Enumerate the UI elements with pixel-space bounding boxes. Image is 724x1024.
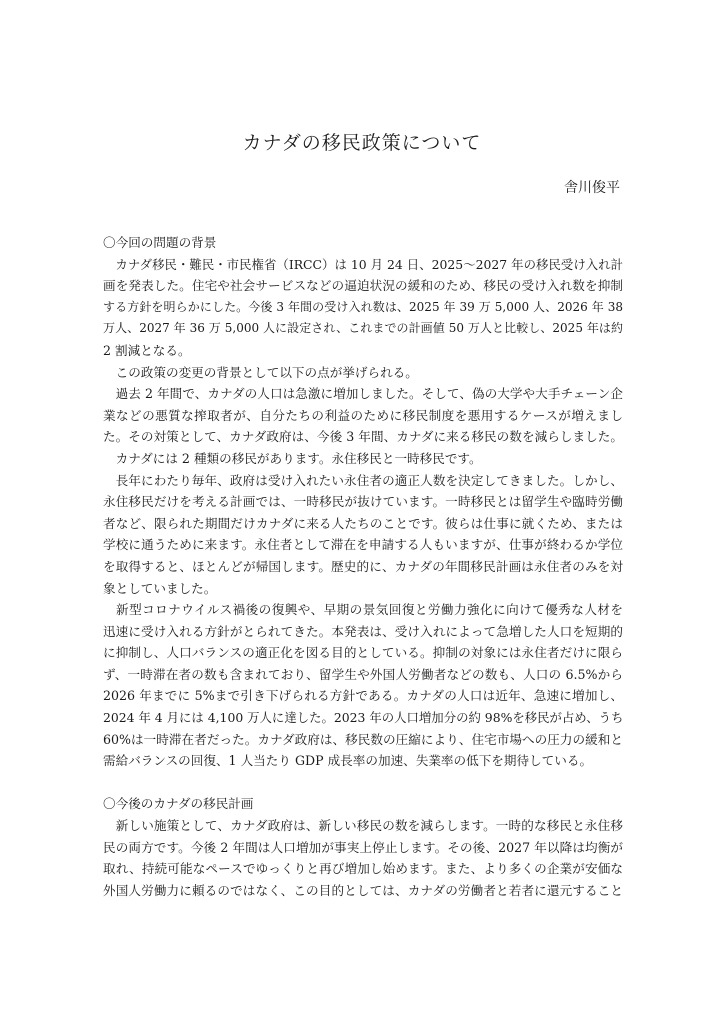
text-line: 2026 年までに 5%まで引き下げられる方針である。カナダの人口は近年、急速に増加し、 (103, 688, 623, 704)
text-line: ず、一時滞在者の数も含まれており、留学生や外国人労働者などの数も、人口の 6.5%から (103, 666, 623, 682)
text-line: 新しい施策として、カナダ政府は、新しい移民の数を減らします。一時的な移民と永住移 (103, 818, 623, 834)
section-heading: 〇今後のカナダの移民計画 (103, 796, 254, 812)
section-future-plan (103, 793, 623, 901)
text-line: カナダ移民・難民・市民権省（IRCC）は 10 月 24 日、2025～2027 年の移民受け入れ計 (103, 256, 623, 272)
text-line: 取れ、持続可能なペースでゆっくりと再び増加し始めます。また、より多くの企業が安価な (103, 861, 623, 877)
text-line: 象としていました。 (103, 580, 217, 596)
text-line: 民の両方です。今後 2 年間は人口増加が事実上停止します。その後、2027 年以降は均衡が (103, 839, 623, 855)
text-line: 60%は一時滞在者だった。カナダ政府は、移民数の圧縮により、住宅市場への圧力の緩和と (103, 731, 623, 747)
text-line: 需給バランスの回復、1 人当たり GDP 成長率の加速、失業率の低下を期待している。 (103, 753, 593, 769)
text-line: 2 割減となる。 (103, 342, 191, 358)
section-heading: 〇今回の問題の背景 (103, 235, 217, 250)
text-line: する方針を明らかにした。今後 3 年間の受け入れ数は、2025 年 39 万 5,000 人、2026 年 38 (103, 299, 623, 314)
text-line: 外国人労働力に頼るのではなく、この目的としては、カナダの労働者と若者に還元すること (103, 882, 623, 898)
text-line: 万人、2027 年 36 万 5,000 人に設定され、これまでの計画値 50 万人と比較し、2025 年は約 (103, 321, 623, 336)
text-line: に抑制し、人口バランスの適正化を図る目的としている。抑制の対象には永住者だけに限ら (103, 645, 623, 661)
text-line: 永住移民だけを考える計画では、一時移民が抜けています。一時移民とは留学生や臨時労働 (103, 494, 623, 510)
text-line: 長年にわたり毎年、政府は受け入れたい永住者の適正人数を決定してきました。しかし、 (103, 472, 623, 488)
text-line: 学校に通うために来ます。永住者として滞在を申請する人もいますが、仕事が終わるか学位 (103, 537, 623, 553)
text-line: 2024 年 4 月には 4,100 万人に達した。2023 年の人口増加分の約 98%を移民が占め、うち (103, 710, 623, 726)
text-line: カナダには 2 種類の移民があります。永住移民と一時移民です。 (103, 450, 482, 466)
text-line: 者など、限られた期間だけカナダに来る人たちのことです。彼らは仕事に就くため、または (103, 515, 623, 531)
document-title: カナダの移民政策について (242, 132, 482, 154)
author-name: 舎川俊平 (564, 180, 620, 196)
document-body (103, 232, 623, 901)
text-line: 過去 2 年間で、カナダの人口は急激に増加しました。そして、偽の大学や大手チェーン企 (103, 386, 623, 402)
section-gap (103, 772, 623, 794)
text-line: この政策の変更の背景として以下の点が挙げられる。 (103, 364, 418, 380)
section-background (103, 232, 623, 772)
text-line: 新型コロナウイルス禍後の復興や、早期の景気回復と労働力強化に向けて優秀な人材を (103, 602, 623, 618)
text-line: を取得すると、ほとんどが帰国します。歴史的に、カナダの年間移民計画は永住者のみを対 (103, 558, 623, 574)
text-line: 業などの悪質な搾取者が、自分たちの利益のために移民制度を悪用するケースが増えまし (103, 407, 623, 423)
text-line: た。その対策として、カナダ政府は、今後 3 年間、カナダに来る移民の数を減らしました。 (103, 429, 623, 445)
text-line: 迅速に受け入れる方針がとられてきた。本発表は、受け入れによって急増した人口を短期的 (103, 623, 623, 639)
text-line: 画を発表した。住宅や社会サービスなどの逼迫状況の緩和のため、移民の受け入れ数を抑制 (103, 278, 623, 294)
